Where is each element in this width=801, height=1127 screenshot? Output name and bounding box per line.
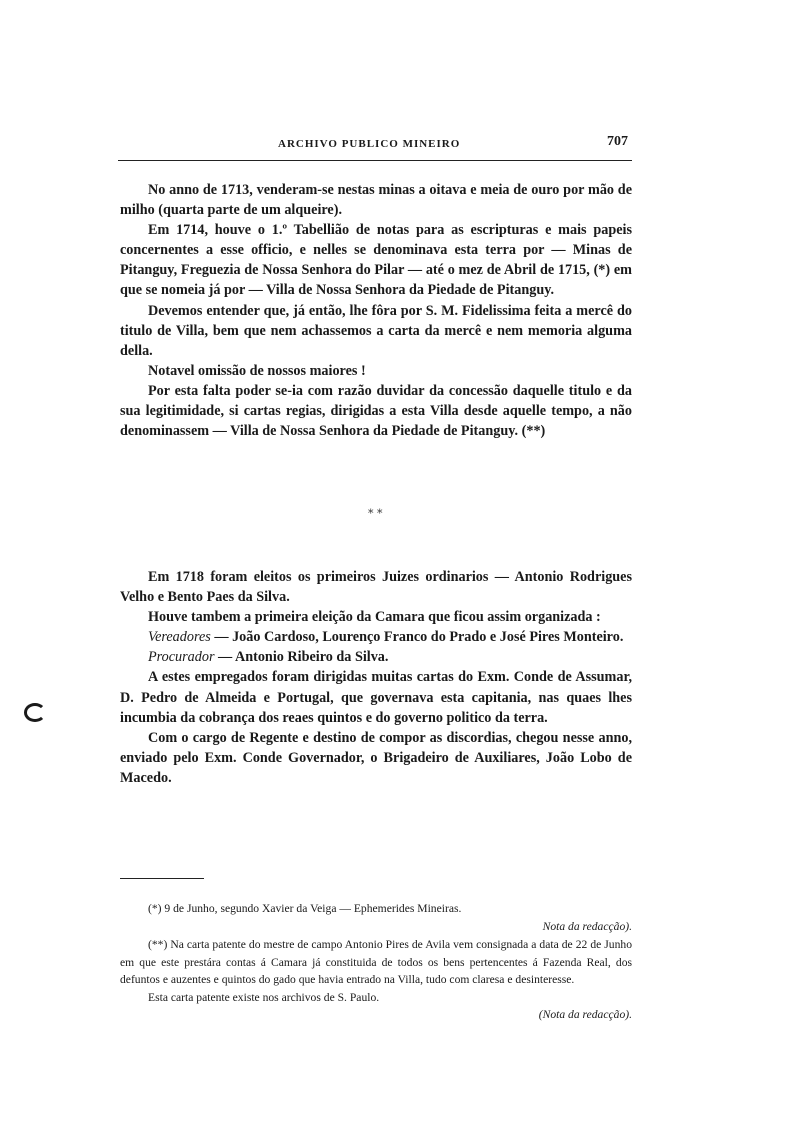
page-header bbox=[118, 134, 632, 161]
paragraph-vereadores bbox=[120, 627, 632, 647]
footnote-1 bbox=[120, 900, 632, 935]
paragraph-1713: No anno de 1713, venderam-se nestas minas a oitava e meia de ouro por mão de milho (quarta parte de um alqueire). bbox=[120, 182, 632, 219]
footnote-2-note: (Nota da redacção). bbox=[538, 1008, 632, 1021]
paragraph-regente: Com o cargo de Regente e destino de compor as discordias, chegou nesse anno, enviado pelo Exm. Conde Governador, o Brigadeiro de Auxiliares, João Lobo de Macedo. bbox=[120, 729, 632, 786]
paragraph-assumar: A estes empregados foram dirigidas muitas cartas do Exm. Conde de Assumar, D. Pedro de Almeida e Portugal, que governava esta capitania, nas quaes lhes incumbia da cobrança dos reaes quintos e do governo politico da terra. bbox=[120, 669, 632, 726]
footnote-2-text: (**) Na carta patente do mestre de campo Antonio Pires de Avila vem consignada a data de 22 de Junho em que este prestára contas á Camara já constituida de todos os bens pertencentes á Fazenda Real, dos defuntos e auzentes e quintos do gado que havia entrado na Villa, tudo com claresa e desinteresse. bbox=[120, 938, 632, 986]
footnote-2-extra: Esta carta patente existe nos archivos de S. Paulo. bbox=[148, 990, 380, 1004]
section-2 bbox=[120, 567, 632, 788]
procurador-name: — Antonio Ribeiro da Silva. bbox=[214, 649, 389, 666]
paragraph-fidelissima: Devemos entender que, já então, lhe fôra por S. M. Fidelissima feita a mercê do titulo de Villa, bem que nem achassemos a carta da mercê e nem memoria alguma della. bbox=[120, 302, 632, 359]
footnote-1-text: (*) 9 de Junho, segundo Xavier da Veiga — Ephemerides Mineiras. bbox=[148, 902, 462, 915]
section-separator: * * bbox=[368, 507, 383, 520]
paragraph-omissao: Notavel omissão de nossos maiores ! bbox=[148, 362, 366, 379]
vereadores-label: Vereadores bbox=[148, 629, 211, 646]
vereadores-names: — João Cardoso, Lourenço Franco do Prado e José Pires Monteiro. bbox=[210, 629, 624, 646]
paragraph-camara: Houve tambem a primeira eleição da Camara que ficou assim organizada : bbox=[148, 609, 601, 626]
paragraph-procurador bbox=[120, 647, 632, 667]
footnote-divider bbox=[120, 878, 204, 879]
footnote-1-note: Nota da redacção). bbox=[542, 919, 632, 933]
procurador-label: Procurador bbox=[148, 649, 215, 666]
running-head: ARCHIVO PUBLICO MINEIRO bbox=[278, 138, 461, 150]
margin-ring-mark bbox=[24, 703, 46, 722]
paragraph-1718: Em 1718 foram eleitos os primeiros Juizes ordinarios — Antonio Rodrigues Velho e Bento Paes da Silva. bbox=[120, 569, 632, 606]
page-number: 707 bbox=[607, 134, 628, 149]
section-1 bbox=[120, 180, 632, 441]
paragraph-1714: Em 1714, houve o 1.º Tabellião de notas para as escripturas e mais papeis concernentes a esse officio, e nelles se denominava esta terra por — Minas de Pitanguy, Freguezia de Nossa Senhora do Pilar — até o mez de Abril de 1715, (*) em que se nomeia já por — Villa de Nossa Senhora da Piedade de Pitanguy. bbox=[120, 222, 632, 299]
paragraph-cartas-regias: Por esta falta poder se-ia com razão duvidar da concessão daquelle titulo e da sua legitimidade, si cartas regias, dirigidas a esta Villa desde aquelle tempo, a não denominassem — Villa de Nossa Senhora da Piedade de Pitanguy. (**) bbox=[120, 382, 632, 440]
footnote-2 bbox=[120, 936, 632, 1024]
